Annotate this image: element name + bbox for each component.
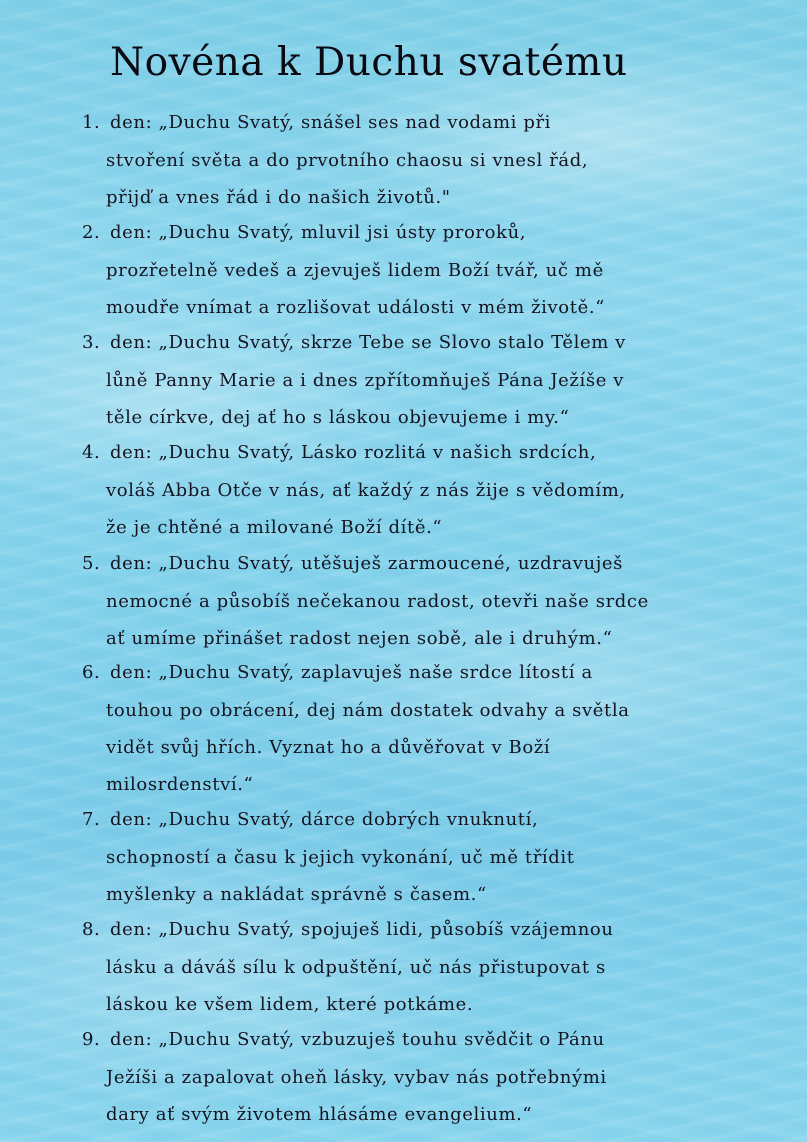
day-text-line: ať umíme přinášet radost nejen sobě, ale i druhým.“ [106,628,613,649]
day-text-line: lůně Panny Marie a i dnes zpřítomňuješ Pána Ježíše v [106,370,625,391]
day-number: 5. [82,553,101,574]
day-text-line: den: „Duchu Svatý, zaplavuješ naše srdce lítostí a [110,662,593,683]
day-number: 2. [82,222,101,243]
day-text-line: lásku a dáváš sílu k odpuštění, uč nás přistupovat s [106,957,606,978]
day-text-line: vidět svůj hřích. Vyznat ho a důvěřovat v Boží [106,737,551,758]
day-number: 7. [82,809,101,830]
day-text-line: prozřetelně vedeš a zjevuješ lidem Boží tvář, uč mě [106,260,604,281]
day-text-line: den: „Duchu Svatý, spojuješ lidi, působíš vzájemnou [110,919,614,940]
day-text-line: že je chtěné a milované Boží dítě.“ [106,517,443,538]
day-number: 8. [82,919,101,940]
day-number: 4. [82,442,101,463]
page-title: Novéna k Duchu svatému [110,40,628,85]
day-text-line: den: „Duchu Svatý, dárce dobrých vnuknutí, [110,809,539,830]
day-number: 9. [82,1029,101,1050]
day-text-line: těle církve, dej ať ho s láskou objevujeme i my.“ [106,407,570,428]
day-text-line: den: „Duchu Svatý, snášel ses nad vodami při [110,112,552,133]
day-text-line: přijď a vnes řád i do našich životů." [106,187,451,208]
day-text-line: touhou po obrácení, dej nám dostatek odvahy a světla [106,700,630,721]
day-text-line: milosrdenství.“ [106,774,254,795]
day-text-line: láskou ke všem lidem, které potkáme. [106,994,474,1015]
day-text-line: den: „Duchu Svatý, skrze Tebe se Slovo stalo Tělem v [110,332,626,353]
day-text-line: nemocné a působíš nečekanou radost, otevři naše srdce [106,591,649,612]
day-text-line: dary ať svým životem hlásáme evangelium.“ [106,1104,533,1125]
day-text-line: den: „Duchu Svatý, vzbuzuješ touhu svědčit o Pánu [110,1029,605,1050]
day-text-line: stvoření světa a do prvotního chaosu si vnesl řád, [106,150,589,171]
day-text-line: voláš Abba Otče v nás, ať každý z nás žije s vědomím, [106,480,626,501]
day-text-line: schopností a času k jejich vykonání, uč mě třídit [106,847,575,868]
day-text-line: den: „Duchu Svatý, utěšuješ zarmoucené, uzdravuješ [110,553,623,574]
day-text-line: myšlenky a nakládat správně s časem.“ [106,884,487,905]
day-text-line: den: „Duchu Svatý, Lásko rozlitá v našich srdcích, [110,442,597,463]
day-text-line: den: „Duchu Svatý, mluvil jsi ústy proroků, [110,222,527,243]
day-number: 3. [82,332,101,353]
day-text-line: moudře vnímat a rozlišovat události v mém životě.“ [106,297,605,318]
day-number: 1. [82,112,101,133]
day-text-line: Ježíši a zapalovat oheň lásky, vybav nás potřebnými [106,1067,607,1088]
day-number: 6. [82,662,101,683]
